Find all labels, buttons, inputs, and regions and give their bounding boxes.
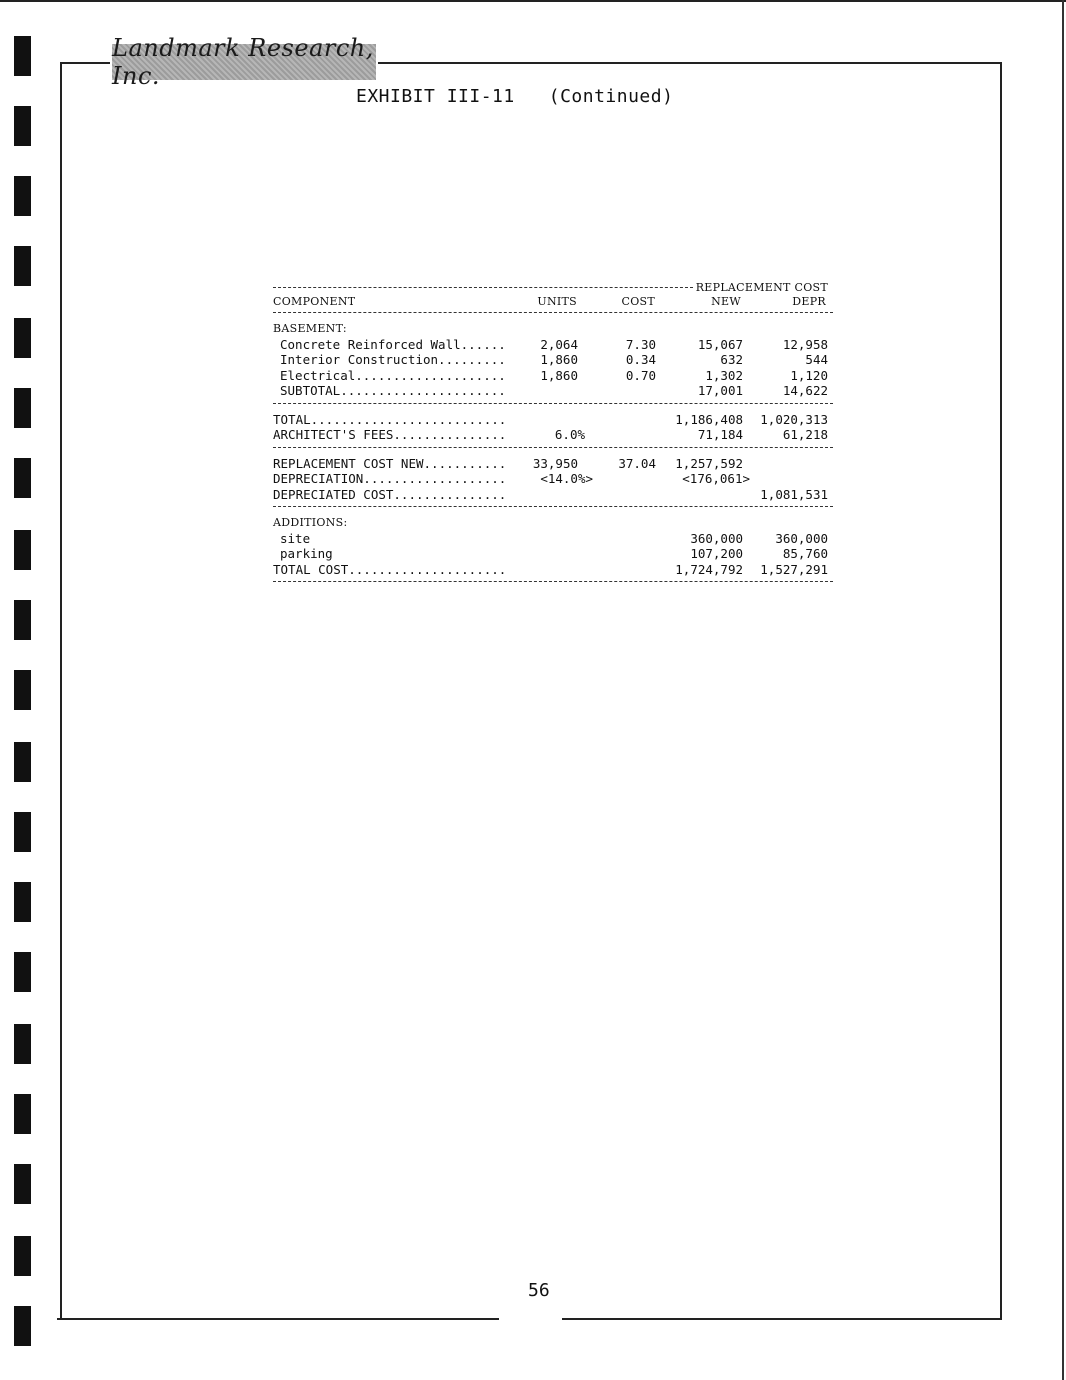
basement-label: BASEMENT: [273, 322, 347, 335]
binder-hole [14, 882, 31, 922]
header-top-rule [273, 287, 693, 288]
binder-hole [14, 246, 31, 286]
row-depr: 61,218 [782, 427, 828, 442]
section-label [273, 515, 833, 531]
row-depr: 360,000 [775, 530, 828, 546]
header-row [273, 294, 833, 312]
row-units: 2,064 [540, 336, 578, 352]
company-logo [112, 34, 376, 90]
table-row [273, 337, 833, 353]
row-component: TOTAL.......................... [273, 411, 507, 427]
binder-hole [14, 812, 31, 852]
row-new: 1,302 [705, 367, 743, 383]
row-component: REPLACEMENT COST NEW........... [273, 455, 507, 471]
row-depr: 12,958 [782, 336, 828, 352]
row-new: 1,186,408 [675, 411, 743, 427]
row-depr: 1,020,313 [760, 411, 828, 427]
row-new: 360,000 [690, 530, 743, 546]
depreciation-row [273, 471, 833, 487]
row-component: SUBTOTAL...................... [280, 383, 506, 398]
subtotal-row [273, 383, 833, 399]
row-units: <14.0%> [540, 471, 593, 486]
binder-hole [14, 318, 31, 358]
replacement-cost-new-row [273, 456, 833, 472]
frame-bottom-right [562, 1318, 1002, 1320]
total-cost-row [273, 562, 833, 578]
row-depr: 1,527,291 [760, 561, 828, 577]
row-new: 1,724,792 [675, 561, 743, 577]
binder-hole [14, 1094, 31, 1134]
header-new: NEW [711, 295, 741, 308]
row-component: site [280, 530, 311, 546]
logo-text: Landmark Research, Inc. [112, 34, 374, 90]
table-bottom-rule [273, 581, 833, 582]
row-new: 15,067 [697, 336, 743, 352]
page-top-edge [0, 0, 1066, 2]
row-new: <176,061> [682, 471, 750, 486]
table-row [273, 368, 833, 384]
binder-hole [14, 600, 31, 640]
row-cost: 37.04 [618, 455, 656, 471]
table-row [273, 531, 833, 547]
architect-fees-row [273, 427, 833, 443]
header-depr: DEPR [792, 295, 826, 308]
row-new: 107,200 [690, 546, 743, 561]
row-depr: 14,622 [782, 383, 828, 398]
header-replacement-cost: REPLACEMENT COST [695, 281, 828, 294]
binder-hole [14, 1236, 31, 1276]
row-component: DEPRECIATION................... [273, 471, 507, 486]
binder-hole [14, 742, 31, 782]
binder-hole [14, 458, 31, 498]
row-units: 33,950 [532, 455, 578, 471]
row-component: Interior Construction......... [280, 352, 506, 367]
frame-top-left [60, 62, 110, 64]
binder-hole [14, 1024, 31, 1064]
frame-top-right [378, 62, 1002, 64]
depreciated-cost-row [273, 487, 833, 503]
frame-right [1000, 62, 1002, 1320]
row-cost: 0.70 [625, 367, 656, 383]
binder-hole [14, 1306, 31, 1346]
binder-hole [14, 670, 31, 710]
row-depr: 1,120 [790, 367, 828, 383]
row-units: 6.0% [554, 427, 585, 442]
frame-bottom-left [57, 1318, 499, 1320]
exhibit-title: EXHIBIT III-11 (Continued) [356, 86, 674, 107]
binder-hole [14, 388, 31, 428]
row-units: 1,860 [540, 352, 578, 367]
binder-hole [14, 36, 31, 76]
row-component: Electrical.................... [280, 367, 506, 383]
binder-hole [14, 176, 31, 216]
binder-hole [14, 1164, 31, 1204]
table-row [273, 546, 833, 562]
row-depr: 544 [805, 352, 828, 367]
header-units: UNITS [537, 295, 577, 308]
row-new: 632 [720, 352, 743, 367]
row-component: TOTAL COST..................... [273, 561, 507, 577]
row-cost: 7.30 [625, 336, 656, 352]
binder-hole [14, 952, 31, 992]
cost-table [273, 280, 833, 582]
row-component: ARCHITECT'S FEES............... [273, 427, 507, 442]
row-units: 1,860 [540, 367, 578, 383]
row-cost: 0.34 [625, 352, 656, 367]
row-component: parking [280, 546, 333, 561]
table-row [273, 352, 833, 368]
total-row [273, 412, 833, 428]
additions-label: ADDITIONS: [273, 516, 348, 529]
row-component: DEPRECIATED COST............... [273, 486, 507, 502]
frame-left [60, 62, 62, 1320]
row-new: 71,184 [697, 427, 743, 442]
header-cost: COST [621, 295, 655, 308]
row-depr: 1,081,531 [760, 486, 828, 502]
section-label [273, 321, 833, 337]
header-group-row [273, 280, 833, 294]
header-component: COMPONENT [273, 295, 356, 308]
binder-hole [14, 530, 31, 570]
binder-hole [14, 106, 31, 146]
page-number: 56 [528, 1280, 550, 1301]
row-component: Concrete Reinforced Wall...... [280, 336, 506, 352]
row-depr: 85,760 [782, 546, 828, 561]
row-new: 1,257,592 [675, 455, 743, 471]
row-new: 17,001 [697, 383, 743, 398]
page-right-edge [1062, 0, 1064, 1380]
